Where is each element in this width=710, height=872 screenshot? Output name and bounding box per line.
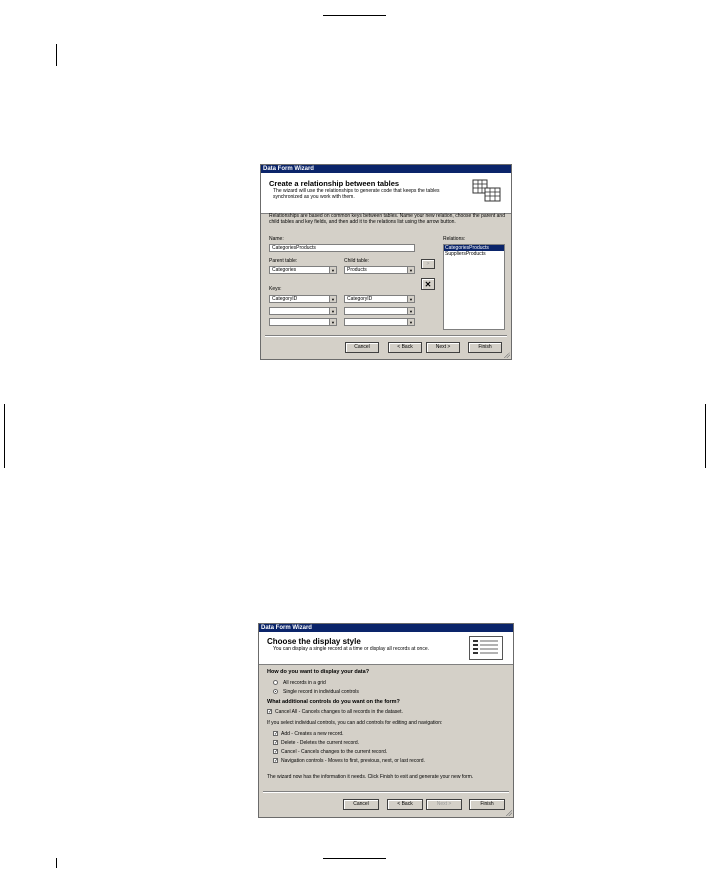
chevron-down-icon: ▼ bbox=[329, 308, 336, 314]
delete-icon: ✕ bbox=[424, 280, 432, 289]
header-subtitle: The wizard will use the relationships to generate code that keeps the tables synchronized as you work with them. bbox=[273, 188, 440, 200]
parent-key-select-1[interactable] bbox=[269, 295, 337, 303]
delete-label: Delete - Deletes the current record. bbox=[281, 740, 360, 746]
back-button[interactable]: < Back bbox=[387, 799, 423, 810]
option-grid-label: All records in a grid bbox=[283, 680, 326, 686]
navigation-checkbox[interactable]: ✓ bbox=[274, 758, 279, 764]
relation-name-input[interactable]: CategoriesProducts bbox=[269, 244, 415, 252]
child-key-select-2[interactable] bbox=[344, 307, 415, 315]
parent-table-label: Parent table: bbox=[269, 258, 298, 264]
left-margin-mark-top bbox=[56, 44, 57, 66]
option-single-label: Single record in individual controls bbox=[283, 689, 359, 695]
bottom-left-mark bbox=[56, 858, 57, 868]
chevron-down-icon: ▼ bbox=[407, 319, 414, 325]
chevron-down-icon: ▼ bbox=[407, 308, 414, 314]
question-display: How do you want to display your data? bbox=[267, 669, 370, 675]
cancel-all-label: Cancel All - Cancels changes to all records in the dataset. bbox=[275, 709, 403, 715]
radio-single-record[interactable] bbox=[273, 689, 278, 694]
list-item[interactable]: SuppliersProducts bbox=[445, 251, 486, 257]
parent-table-value: Categories bbox=[272, 267, 297, 273]
next-button[interactable]: Next > bbox=[426, 342, 460, 353]
child-table-label: Child table: bbox=[344, 258, 370, 264]
dialog-title: Data Form Wizard bbox=[261, 165, 511, 173]
delete-checkbox[interactable]: ✓ bbox=[274, 740, 279, 746]
parent-table-select[interactable] bbox=[269, 266, 337, 274]
parent-key-value: CategoryID bbox=[272, 296, 298, 302]
keys-label: Keys: bbox=[269, 286, 282, 292]
child-table-select[interactable] bbox=[344, 266, 415, 274]
add-label: Add - Creates a new record. bbox=[281, 731, 344, 737]
navigation-label: Navigation controls - Moves to first, previous, next, or last record. bbox=[281, 758, 425, 764]
cancel-button[interactable]: Cancel bbox=[343, 799, 379, 810]
finish-button[interactable]: Finish bbox=[468, 342, 502, 353]
cancel-all-checkbox[interactable]: ✓ bbox=[268, 709, 273, 715]
finish-button[interactable]: Finish bbox=[469, 799, 505, 810]
child-key-value: CategoryID bbox=[347, 296, 373, 302]
next-button[interactable]: Next > bbox=[426, 799, 462, 810]
create-relationship-dialog bbox=[260, 164, 512, 360]
question-controls: What additional controls do you want on the form? bbox=[267, 699, 400, 705]
footer-separator bbox=[263, 791, 509, 793]
right-margin-mark-mid bbox=[705, 404, 706, 468]
chevron-down-icon: ▼ bbox=[329, 319, 336, 325]
dialog-title: Data Form Wizard bbox=[259, 624, 513, 632]
display-style-dialog bbox=[258, 623, 514, 818]
controls-info: If you select individual controls, you can add controls for editing and navigation: bbox=[267, 720, 443, 726]
add-relation-button[interactable]: > bbox=[421, 259, 435, 269]
delete-relation-button[interactable] bbox=[421, 278, 435, 290]
chevron-down-icon: ▼ bbox=[407, 296, 414, 302]
relations-list[interactable] bbox=[443, 244, 505, 330]
list-item[interactable]: CategoriesProducts bbox=[444, 245, 504, 251]
wizard-header bbox=[261, 173, 511, 214]
parent-key-select-3[interactable] bbox=[269, 318, 337, 326]
header-title: Create a relationship between tables bbox=[269, 179, 400, 188]
form-layout-icon bbox=[469, 636, 503, 660]
tables-icon bbox=[472, 179, 498, 201]
add-checkbox[interactable]: ✓ bbox=[274, 731, 279, 737]
wizard-header bbox=[259, 632, 513, 665]
top-rule bbox=[323, 15, 386, 16]
chevron-down-icon: ▼ bbox=[407, 267, 414, 273]
bottom-rule bbox=[323, 858, 386, 859]
child-table-value: Products bbox=[347, 267, 367, 273]
footer-separator bbox=[265, 335, 507, 337]
header-title: Choose the display style bbox=[267, 637, 361, 646]
header-subtitle: You can display a single record at a time or display all records at once. bbox=[273, 646, 430, 652]
left-margin-mark-mid bbox=[4, 404, 5, 468]
cancel-label: Cancel - Cancels changes to the current record. bbox=[281, 749, 388, 755]
cancel-button[interactable]: Cancel bbox=[345, 342, 379, 353]
child-key-select-1[interactable] bbox=[344, 295, 415, 303]
parent-key-select-2[interactable] bbox=[269, 307, 337, 315]
resize-grip-icon[interactable] bbox=[504, 352, 510, 358]
intro-text: Relationships are based on common keys between tables. Name your new relation, choose the parent and child tables and key fields, and then add it to the relations list using the arrow button. bbox=[269, 213, 505, 225]
resize-grip-icon[interactable] bbox=[506, 810, 512, 816]
back-button[interactable]: < Back bbox=[388, 342, 422, 353]
relations-label: Relations: bbox=[443, 236, 466, 242]
footer-info: The wizard now has the information it needs. Click Finish to exit and generate your new form. bbox=[267, 774, 474, 780]
child-key-select-3[interactable] bbox=[344, 318, 415, 326]
name-label: Name: bbox=[269, 236, 284, 242]
radio-grid[interactable] bbox=[273, 680, 278, 685]
chevron-down-icon: ▼ bbox=[329, 267, 336, 273]
cancel-checkbox[interactable]: ✓ bbox=[274, 749, 279, 755]
chevron-down-icon: ▼ bbox=[329, 296, 336, 302]
